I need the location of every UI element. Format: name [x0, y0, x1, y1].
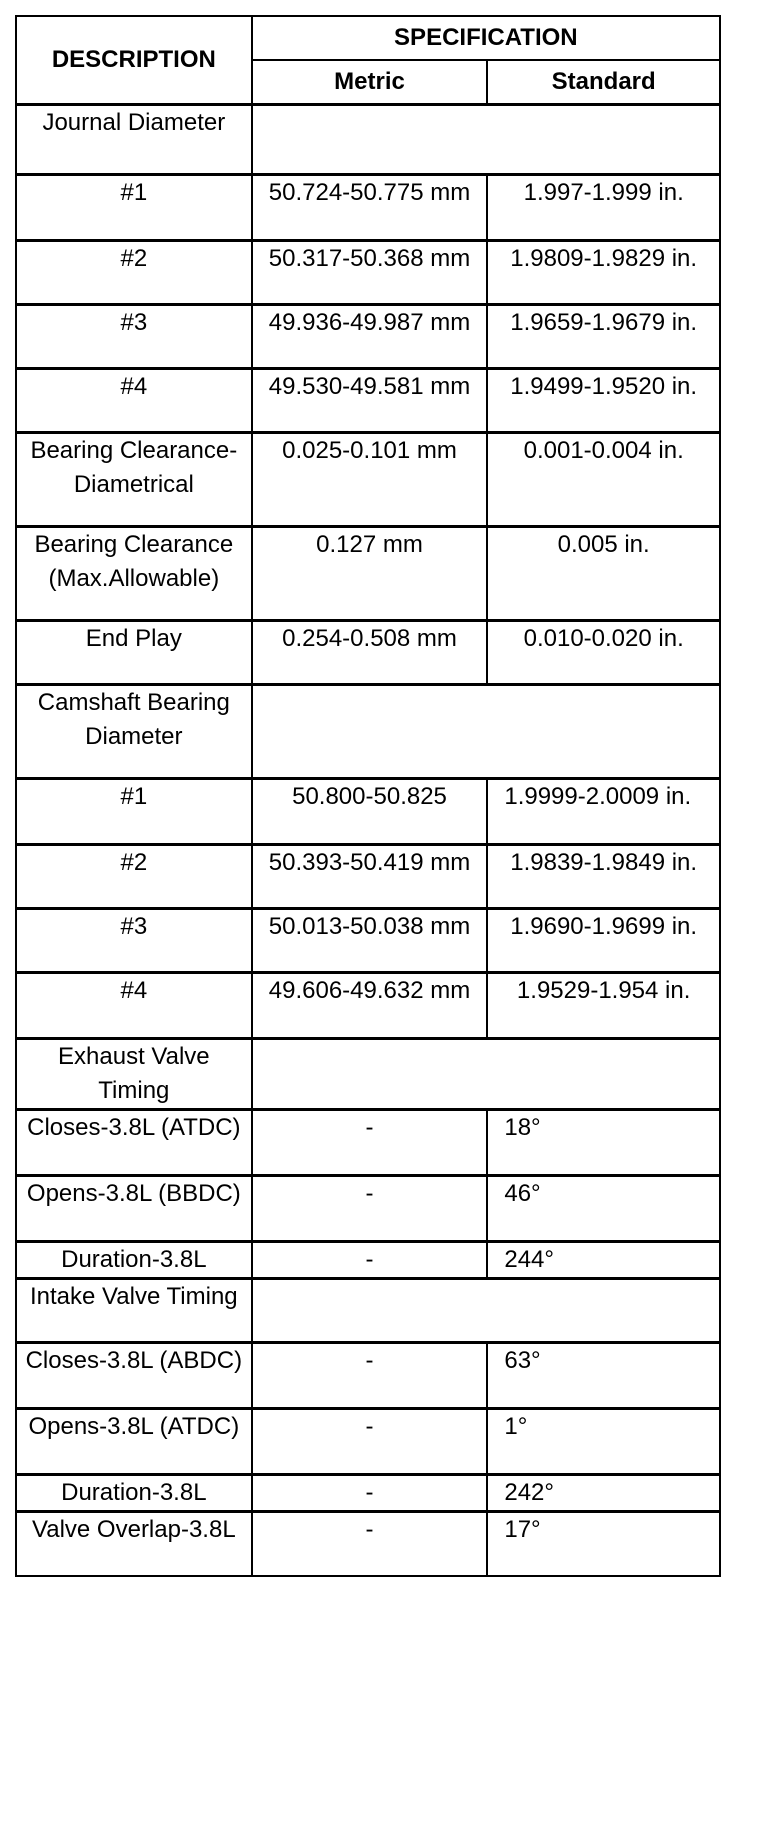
standard-cell: 1.9809-1.9829 in. [487, 241, 720, 305]
standard-cell: 0.005 in. [487, 527, 720, 621]
standard-cell: 1.9529-1.954 in. [487, 973, 720, 1039]
table-row [16, 241, 720, 305]
description-cell: Duration-3.8L [16, 1242, 252, 1279]
standard-cell: 1.9659-1.9679 in. [487, 305, 720, 369]
description-cell: End Play [16, 621, 252, 685]
table-row [16, 1176, 720, 1242]
standard-cell: 0.001-0.004 in. [487, 433, 720, 527]
table-row [16, 1110, 720, 1176]
description-cell: Intake Valve Timing [16, 1279, 252, 1343]
table-row [16, 1409, 720, 1475]
metric-cell: 50.393-50.419 mm [252, 845, 488, 909]
description-cell: Exhaust Valve Timing [16, 1039, 252, 1110]
metric-cell: 50.317-50.368 mm [252, 241, 488, 305]
description-cell: #1 [16, 779, 252, 845]
metric-cell: - [252, 1343, 488, 1409]
section-spacer-cell [252, 685, 720, 779]
description-cell: #2 [16, 845, 252, 909]
table-row [16, 779, 720, 845]
specification-table [15, 15, 721, 1577]
metric-cell: 0.025-0.101 mm [252, 433, 488, 527]
standard-cell: 18° [487, 1110, 720, 1176]
table-body [16, 105, 720, 1576]
standard-cell: 63° [487, 1343, 720, 1409]
metric-cell: - [252, 1110, 488, 1176]
description-cell: #2 [16, 241, 252, 305]
description-cell: Journal Diameter [16, 105, 252, 175]
header-row [16, 16, 720, 60]
description-cell: Bearing Clearance (Max.Allowable) [16, 527, 252, 621]
table-row [16, 621, 720, 685]
description-cell: Duration-3.8L [16, 1475, 252, 1512]
metric-cell: 49.530-49.581 mm [252, 369, 488, 433]
standard-cell: 1° [487, 1409, 720, 1475]
standard-cell: 1.997-1.999 in. [487, 175, 720, 241]
metric-cell: 49.606-49.632 mm [252, 973, 488, 1039]
metric-cell: - [252, 1475, 488, 1512]
section-spacer-cell [252, 1039, 720, 1110]
standard-cell: 1.9690-1.9699 in. [487, 909, 720, 973]
section-spacer-cell [252, 1279, 720, 1343]
description-cell: Closes-3.8L (ABDC) [16, 1343, 252, 1409]
standard-cell: 242° [487, 1475, 720, 1512]
description-cell: #3 [16, 305, 252, 369]
metric-cell: 49.936-49.987 mm [252, 305, 488, 369]
metric-cell: 50.800-50.825 [252, 779, 488, 845]
table-row [16, 175, 720, 241]
standard-header: Standard [487, 60, 720, 105]
section-row [16, 1039, 720, 1110]
table-row [16, 305, 720, 369]
description-cell: Opens-3.8L (BBDC) [16, 1176, 252, 1242]
section-row [16, 105, 720, 175]
section-spacer-cell [252, 105, 720, 175]
section-row [16, 1279, 720, 1343]
description-cell: #4 [16, 369, 252, 433]
table-row [16, 1512, 720, 1576]
description-header: DESCRIPTION [16, 16, 252, 105]
table-row [16, 433, 720, 527]
standard-cell: 46° [487, 1176, 720, 1242]
table-row [16, 845, 720, 909]
metric-cell: 0.254-0.508 mm [252, 621, 488, 685]
table-row [16, 1475, 720, 1512]
table-row [16, 909, 720, 973]
description-cell: #1 [16, 175, 252, 241]
standard-cell: 17° [487, 1512, 720, 1576]
standard-cell: 0.010-0.020 in. [487, 621, 720, 685]
description-cell: Bearing Clearance-Diametrical [16, 433, 252, 527]
metric-cell: - [252, 1176, 488, 1242]
table-row [16, 973, 720, 1039]
table-row [16, 1242, 720, 1279]
standard-cell: 1.9999-2.0009 in. [487, 779, 720, 845]
metric-cell: - [252, 1242, 488, 1279]
standard-cell: 1.9839-1.9849 in. [487, 845, 720, 909]
metric-cell: 50.013-50.038 mm [252, 909, 488, 973]
table-row [16, 1343, 720, 1409]
description-cell: Closes-3.8L (ATDC) [16, 1110, 252, 1176]
description-cell: #3 [16, 909, 252, 973]
description-cell: Camshaft Bearing Diameter [16, 685, 252, 779]
standard-cell: 244° [487, 1242, 720, 1279]
standard-cell: 1.9499-1.9520 in. [487, 369, 720, 433]
metric-cell: 50.724-50.775 mm [252, 175, 488, 241]
metric-header: Metric [252, 60, 488, 105]
metric-cell: - [252, 1409, 488, 1475]
metric-cell: 0.127 mm [252, 527, 488, 621]
description-cell: #4 [16, 973, 252, 1039]
description-cell: Opens-3.8L (ATDC) [16, 1409, 252, 1475]
table-row [16, 369, 720, 433]
description-cell: Valve Overlap-3.8L [16, 1512, 252, 1576]
section-row [16, 685, 720, 779]
metric-cell: - [252, 1512, 488, 1576]
table-row [16, 527, 720, 621]
specification-header: SPECIFICATION [252, 16, 720, 60]
